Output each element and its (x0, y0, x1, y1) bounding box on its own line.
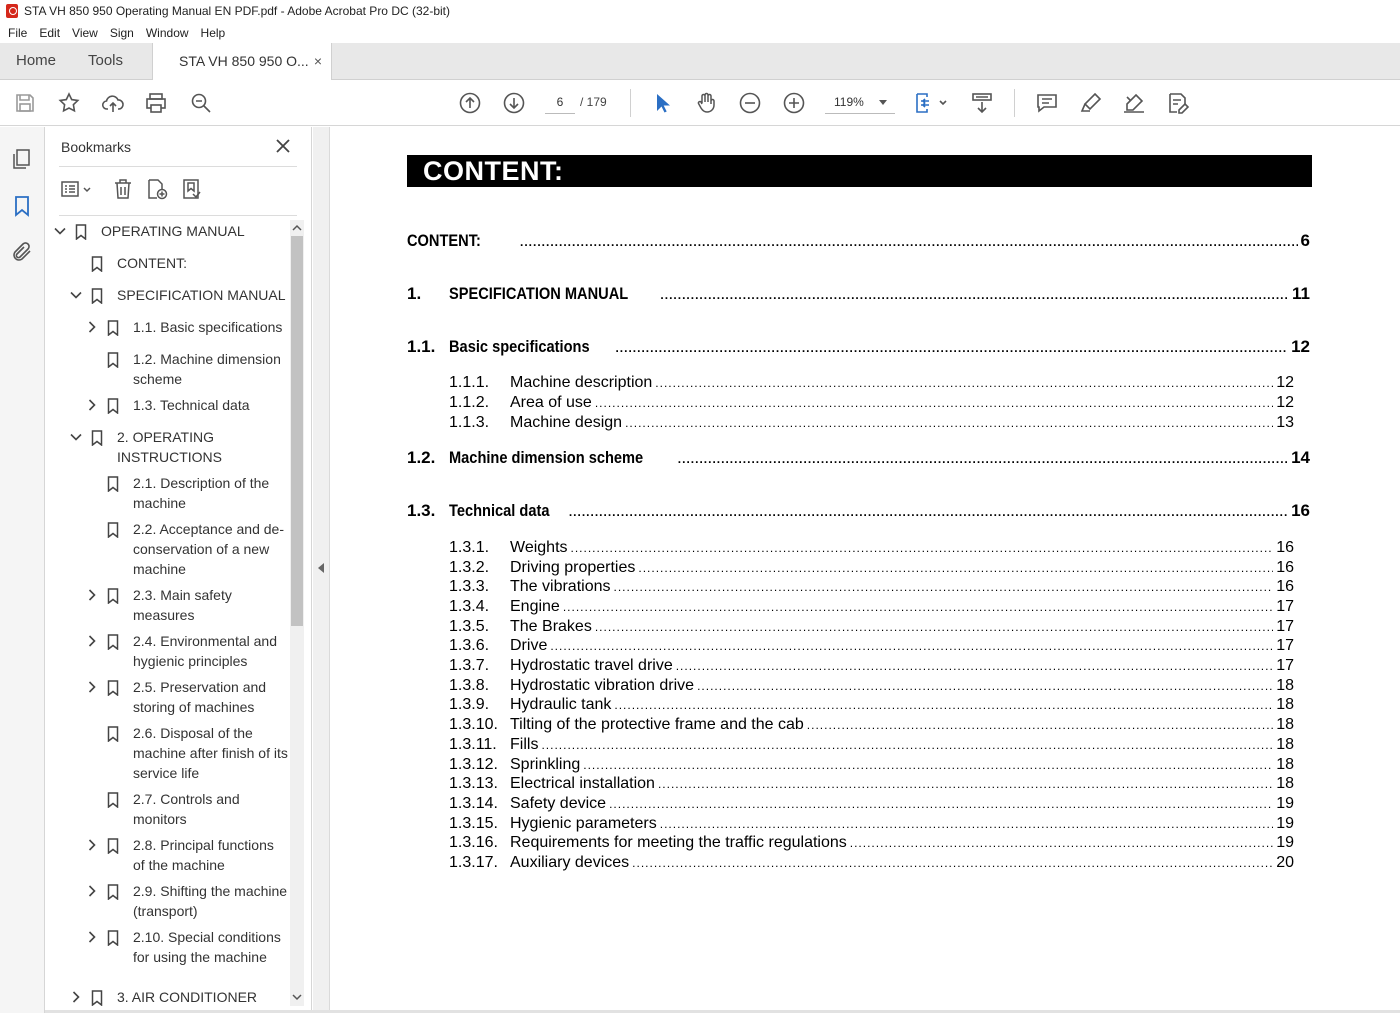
bookmark-label: 2.5. Preservation and storing of machines (133, 679, 267, 715)
tab-document[interactable] (152, 43, 332, 80)
bookmark-from-selection-icon[interactable] (179, 177, 203, 201)
toc-page-number: 13 (1276, 414, 1294, 431)
attachment-icon[interactable] (10, 240, 34, 264)
toc-entry[interactable] (407, 337, 1310, 357)
toc-page-number: 16 (1276, 559, 1294, 576)
toc-leader (678, 452, 1288, 466)
close-tab-icon[interactable]: × (313, 53, 322, 69)
page-number-input[interactable] (545, 90, 575, 114)
bookmark-flag-icon (91, 990, 103, 1006)
panel-title: Bookmarks (61, 139, 132, 155)
menu-sign[interactable]: Sign (109, 25, 134, 40)
bookmark-label: CONTENT: (117, 255, 187, 271)
scroll-down-icon[interactable] (292, 992, 302, 1002)
toc-title: Machine dimension scheme (449, 448, 644, 467)
toc-number: 1.3.4. (449, 598, 490, 615)
tab-document-label: STA VH 850 950 O... (179, 53, 309, 69)
toc-page-number: 14 (1291, 448, 1310, 467)
toc-page-number: 17 (1276, 598, 1294, 615)
toc-page-number: 18 (1276, 716, 1294, 733)
bookmarks-scrollbar[interactable] (290, 220, 304, 1006)
bookmark-label: 2.10. Special conditions for using the machine (133, 929, 281, 965)
toc-title: SPECIFICATION MANUAL (449, 284, 629, 303)
toolbar (0, 80, 1400, 126)
toc-leader (660, 817, 1273, 831)
toc-page-number: 19 (1276, 834, 1294, 851)
bookmark-label: OPERATING MANUAL (101, 223, 245, 239)
toc-title: Driving properties (510, 559, 636, 576)
toc-entry[interactable] (449, 736, 1294, 754)
bookmark-icon[interactable] (10, 194, 34, 218)
toc-title: CONTENT: (407, 231, 481, 250)
tab-bar (0, 43, 1400, 80)
bookmark-label: 2.7. Controls and monitors (133, 791, 240, 827)
toc-title: Electrical installation (510, 775, 655, 792)
toc-leader (569, 505, 1288, 519)
menu-bar (0, 22, 1400, 43)
toc-number: 1.2. (407, 448, 436, 467)
toc-entry[interactable] (449, 598, 1294, 616)
toc-entry[interactable] (449, 374, 1294, 392)
chevron-right-icon[interactable] (85, 884, 99, 898)
toc-number: 1.3.15. (449, 815, 498, 832)
scroll-mode-icon[interactable] (970, 91, 994, 115)
toc-page-number: 18 (1276, 696, 1294, 713)
toc-entry[interactable] (449, 539, 1294, 557)
toc-page-number: 18 (1276, 756, 1294, 773)
document-heading: CONTENT: (407, 155, 1312, 187)
toc-number: 1.3.1. (449, 539, 490, 556)
bookmark-label: 2.4. Environmental and hygienic principles (133, 633, 277, 669)
toc-page-number: 18 (1276, 775, 1294, 792)
toc-title: The vibrations (510, 578, 611, 595)
toc-number: 1.3.7. (449, 657, 490, 674)
toc-entry[interactable] (449, 637, 1294, 655)
bookmark-flag-icon (107, 352, 119, 368)
toc-entry[interactable] (449, 657, 1294, 675)
toc-title: Area of use (510, 394, 592, 411)
bookmark-label: 1.2. Machine dimension scheme (133, 351, 281, 387)
bookmark-flag-icon (107, 588, 119, 604)
toc-title: Safety device (510, 795, 607, 812)
chevron-right-icon[interactable] (85, 320, 99, 334)
toc-number: 1.3.5. (449, 618, 490, 635)
toc-number: 1.1.2. (449, 394, 490, 411)
select-cursor-icon[interactable] (650, 91, 674, 115)
toc-page-number: 19 (1276, 815, 1294, 832)
toc-entry[interactable] (449, 578, 1294, 596)
acrobat-logo-icon (6, 4, 18, 18)
toc-entry[interactable] (449, 815, 1294, 833)
toc-entry[interactable] (449, 716, 1294, 734)
toc-page-number: 6 (1300, 231, 1310, 250)
panel-divider (59, 215, 297, 216)
toc-page-number: 18 (1276, 736, 1294, 753)
toc-entry[interactable] (407, 231, 1310, 251)
toc-leader (520, 235, 1298, 249)
bookmark-label: 2.1. Description of the machine (133, 475, 270, 511)
toc-number: 1.3.16. (449, 834, 498, 851)
toc-leader (850, 836, 1273, 850)
toc-title: Machine description (510, 374, 653, 391)
toc-leader (660, 288, 1289, 302)
toc-title: Fills (510, 736, 539, 753)
toc-number: 1.3.13. (449, 775, 498, 792)
zoom-in-icon[interactable] (782, 91, 806, 115)
toc-title: Machine design (510, 414, 623, 431)
bookmark-flag-icon (107, 320, 119, 336)
toc-leader (697, 679, 1273, 693)
toc-number: 1.3.8. (449, 677, 490, 694)
bookmark-label: 3. AIR CONDITIONER (117, 989, 258, 1005)
toc-page-number: 16 (1276, 539, 1294, 556)
tab-home[interactable]: Home (16, 52, 57, 69)
delete-bookmark-icon[interactable] (111, 177, 135, 201)
menu-view[interactable]: View (72, 25, 98, 40)
toc-number: 1.3.17. (449, 854, 498, 871)
toc-entry[interactable] (407, 448, 1310, 468)
bookmark-flag-icon (107, 398, 119, 414)
toc-entry[interactable] (449, 677, 1294, 695)
panel-collapse-handle[interactable] (313, 127, 330, 1013)
toc-number: 1.3.14. (449, 795, 498, 812)
toc-entry[interactable] (449, 696, 1294, 714)
new-bookmark-icon[interactable] (145, 177, 169, 201)
chevron-right-icon[interactable] (85, 398, 99, 412)
upload-cloud-icon[interactable] (101, 91, 125, 115)
bookmark-flag-icon (107, 930, 119, 946)
search-zoom-icon[interactable] (189, 91, 213, 115)
toc-page-number: 17 (1276, 637, 1294, 654)
toc-page-number: 18 (1276, 677, 1294, 694)
chevron-right-icon[interactable] (85, 588, 99, 602)
bookmark-flag-icon (107, 884, 119, 900)
toc-entry[interactable] (407, 284, 1310, 304)
bookmark-label: 1.3. Technical data (133, 397, 250, 413)
toc-leader (658, 777, 1273, 791)
toc-leader (638, 561, 1273, 575)
toc-page-number: 12 (1276, 394, 1294, 411)
toc-entry[interactable] (449, 756, 1294, 774)
comment-icon[interactable] (1035, 91, 1059, 115)
hand-icon[interactable] (694, 91, 718, 115)
toc-leader (609, 797, 1273, 811)
toc-leader (614, 698, 1273, 712)
toc-leader (595, 620, 1273, 634)
toc-leader (595, 396, 1273, 410)
bookmark-flag-icon (91, 288, 103, 304)
toc-number: 1.1. (407, 337, 436, 356)
toolbar-divider (630, 89, 631, 117)
toc-leader (571, 541, 1274, 555)
bookmark-label: 2.3. Main safety measures (133, 587, 232, 623)
zoom-select[interactable] (825, 90, 895, 114)
collapse-arrow-icon (318, 563, 324, 573)
toc-entry[interactable] (407, 501, 1310, 521)
toc-number: 1.1.3. (449, 414, 490, 431)
toc-entry[interactable] (449, 775, 1294, 793)
toc-number: 1.3.9. (449, 696, 490, 713)
page-up-icon[interactable] (458, 91, 482, 115)
bookmark-options-icon[interactable] (59, 177, 95, 201)
toc-entry[interactable] (449, 854, 1294, 872)
toc-page-number: 20 (1276, 854, 1294, 871)
toc-entry[interactable] (449, 618, 1294, 636)
bookmark-flag-icon (91, 256, 103, 272)
sign-icon[interactable] (1122, 91, 1146, 115)
close-icon[interactable] (273, 136, 293, 156)
toc-page-number: 12 (1291, 337, 1310, 356)
bookmark-flag-icon (75, 224, 87, 240)
toc-leader (676, 659, 1273, 673)
bookmark-label: 2. OPERATING INSTRUCTIONS (117, 429, 222, 465)
toc-number: 1. (407, 284, 422, 303)
scroll-up-icon[interactable] (292, 223, 302, 233)
title-bar (0, 0, 1400, 22)
toc-entry[interactable] (449, 414, 1294, 432)
toc-leader (807, 718, 1273, 732)
bookmark-flag-icon (91, 430, 103, 446)
star-icon[interactable] (57, 91, 81, 115)
bookmark-label: 1.1. Basic specifications (133, 319, 283, 335)
chevron-right-icon[interactable] (85, 838, 99, 852)
toc-title: The Brakes (510, 618, 592, 635)
menu-help[interactable]: Help (200, 25, 226, 40)
page-down-icon[interactable] (502, 91, 526, 115)
toc-leader (625, 416, 1273, 430)
document-view[interactable] (331, 127, 1400, 1013)
toc-title: Hydrostatic vibration drive (510, 677, 695, 694)
toc-entry[interactable] (449, 795, 1294, 813)
page-total: / 179 (580, 95, 607, 109)
toc-number: 1.3.6. (449, 637, 490, 654)
toc-number: 1.3.2. (449, 559, 490, 576)
toc-title: Auxiliary devices (510, 854, 630, 871)
toc-page-number: 17 (1276, 618, 1294, 635)
chevron-right-icon[interactable] (69, 990, 83, 1004)
toc-title: Hydrostatic travel drive (510, 657, 673, 674)
zoom-value: 119% (834, 95, 864, 109)
bookmarks-panel (45, 127, 312, 1013)
toc-leader (655, 376, 1273, 390)
bookmark-flag-icon (107, 680, 119, 696)
toc-title: Drive (510, 637, 548, 654)
toc-leader (541, 738, 1273, 752)
toc-number: 1.3.3. (449, 578, 490, 595)
toc-leader (614, 580, 1274, 594)
bookmark-flag-icon (107, 726, 119, 742)
pages-icon[interactable] (10, 147, 34, 171)
tab-tools[interactable]: Tools (88, 52, 124, 69)
save-icon[interactable] (13, 91, 37, 115)
bookmark-flag-icon (107, 792, 119, 808)
toc-number: 1.1.1. (449, 374, 490, 391)
highlight-icon[interactable] (1079, 91, 1103, 115)
panel-divider (59, 166, 297, 167)
toc-title: Weights (510, 539, 568, 556)
toc-title: Requirements for meeting the traffic regulations (510, 834, 847, 851)
menu-window[interactable]: Window (145, 25, 189, 40)
edit-pdf-icon[interactable] (1166, 91, 1190, 115)
bookmark-label: 2.9. Shifting the machine (transport) (133, 883, 288, 919)
toc-entry[interactable] (449, 394, 1294, 412)
toc-entry[interactable] (449, 559, 1294, 577)
toc-entry[interactable] (449, 834, 1294, 852)
toc-page-number: 11 (1292, 284, 1310, 303)
toc-page-number: 19 (1276, 795, 1294, 812)
left-rail (0, 127, 45, 1013)
chevron-down-icon[interactable] (69, 430, 83, 444)
toc-leader (550, 639, 1273, 653)
toc-page-number: 12 (1276, 374, 1294, 391)
toc-page-number: 17 (1276, 657, 1294, 674)
toc-leader (615, 341, 1288, 355)
toc-leader (563, 600, 1273, 614)
chevron-down-icon[interactable] (53, 224, 67, 238)
toc-page-number: 16 (1291, 501, 1310, 520)
bookmark-flag-icon (107, 634, 119, 650)
chevron-right-icon[interactable] (85, 930, 99, 944)
toc-title: Hygienic parameters (510, 815, 657, 832)
chevron-right-icon[interactable] (85, 680, 99, 694)
bookmark-label: 2.6. Disposal of the machine after finish of its service life (133, 725, 288, 781)
bookmark-label: SPECIFICATION MANUAL (117, 287, 286, 303)
bookmark-label: 2.8. Principal functions of the machine (133, 837, 274, 873)
bookmark-flag-icon (107, 522, 119, 538)
bookmark-tree (53, 221, 289, 1007)
toolbar-divider (1014, 89, 1015, 117)
toc-title: Technical data (449, 501, 550, 520)
toc-title: Basic specifications (449, 337, 590, 356)
toc-title: Engine (510, 598, 560, 615)
menu-file[interactable]: File (8, 25, 28, 40)
bookmark-label: 2.2. Acceptance and de-conservation of a new machine (133, 521, 284, 577)
toc-number: 1.3.10. (449, 716, 498, 733)
toc-number: 1.3.11. (449, 736, 497, 753)
chevron-down-icon (879, 100, 887, 105)
chevron-right-icon[interactable] (85, 634, 99, 648)
bookmark-flag-icon (107, 476, 119, 492)
scrollbar-thumb[interactable] (291, 236, 303, 626)
toc-leader (583, 758, 1273, 772)
toc-leader (632, 856, 1273, 870)
toc-title: Sprinkling (510, 756, 581, 773)
print-icon[interactable] (144, 91, 168, 115)
toc-title: Tilting of the protective frame and the cab (510, 716, 804, 733)
bookmark-flag-icon (107, 838, 119, 854)
toc-number: 1.3.12. (449, 756, 498, 773)
zoom-out-icon[interactable] (738, 91, 762, 115)
page-fit-icon[interactable] (914, 91, 948, 115)
chevron-down-icon[interactable] (69, 288, 83, 302)
toc-number: 1.3. (407, 501, 436, 520)
toc-page-number: 16 (1276, 578, 1294, 595)
menu-edit[interactable]: Edit (39, 25, 61, 40)
toc-title: Hydraulic tank (510, 696, 612, 713)
window-title: STA VH 850 950 Operating Manual EN PDF.pdf - Adobe Acrobat Pro DC (32-bit) (24, 4, 450, 18)
